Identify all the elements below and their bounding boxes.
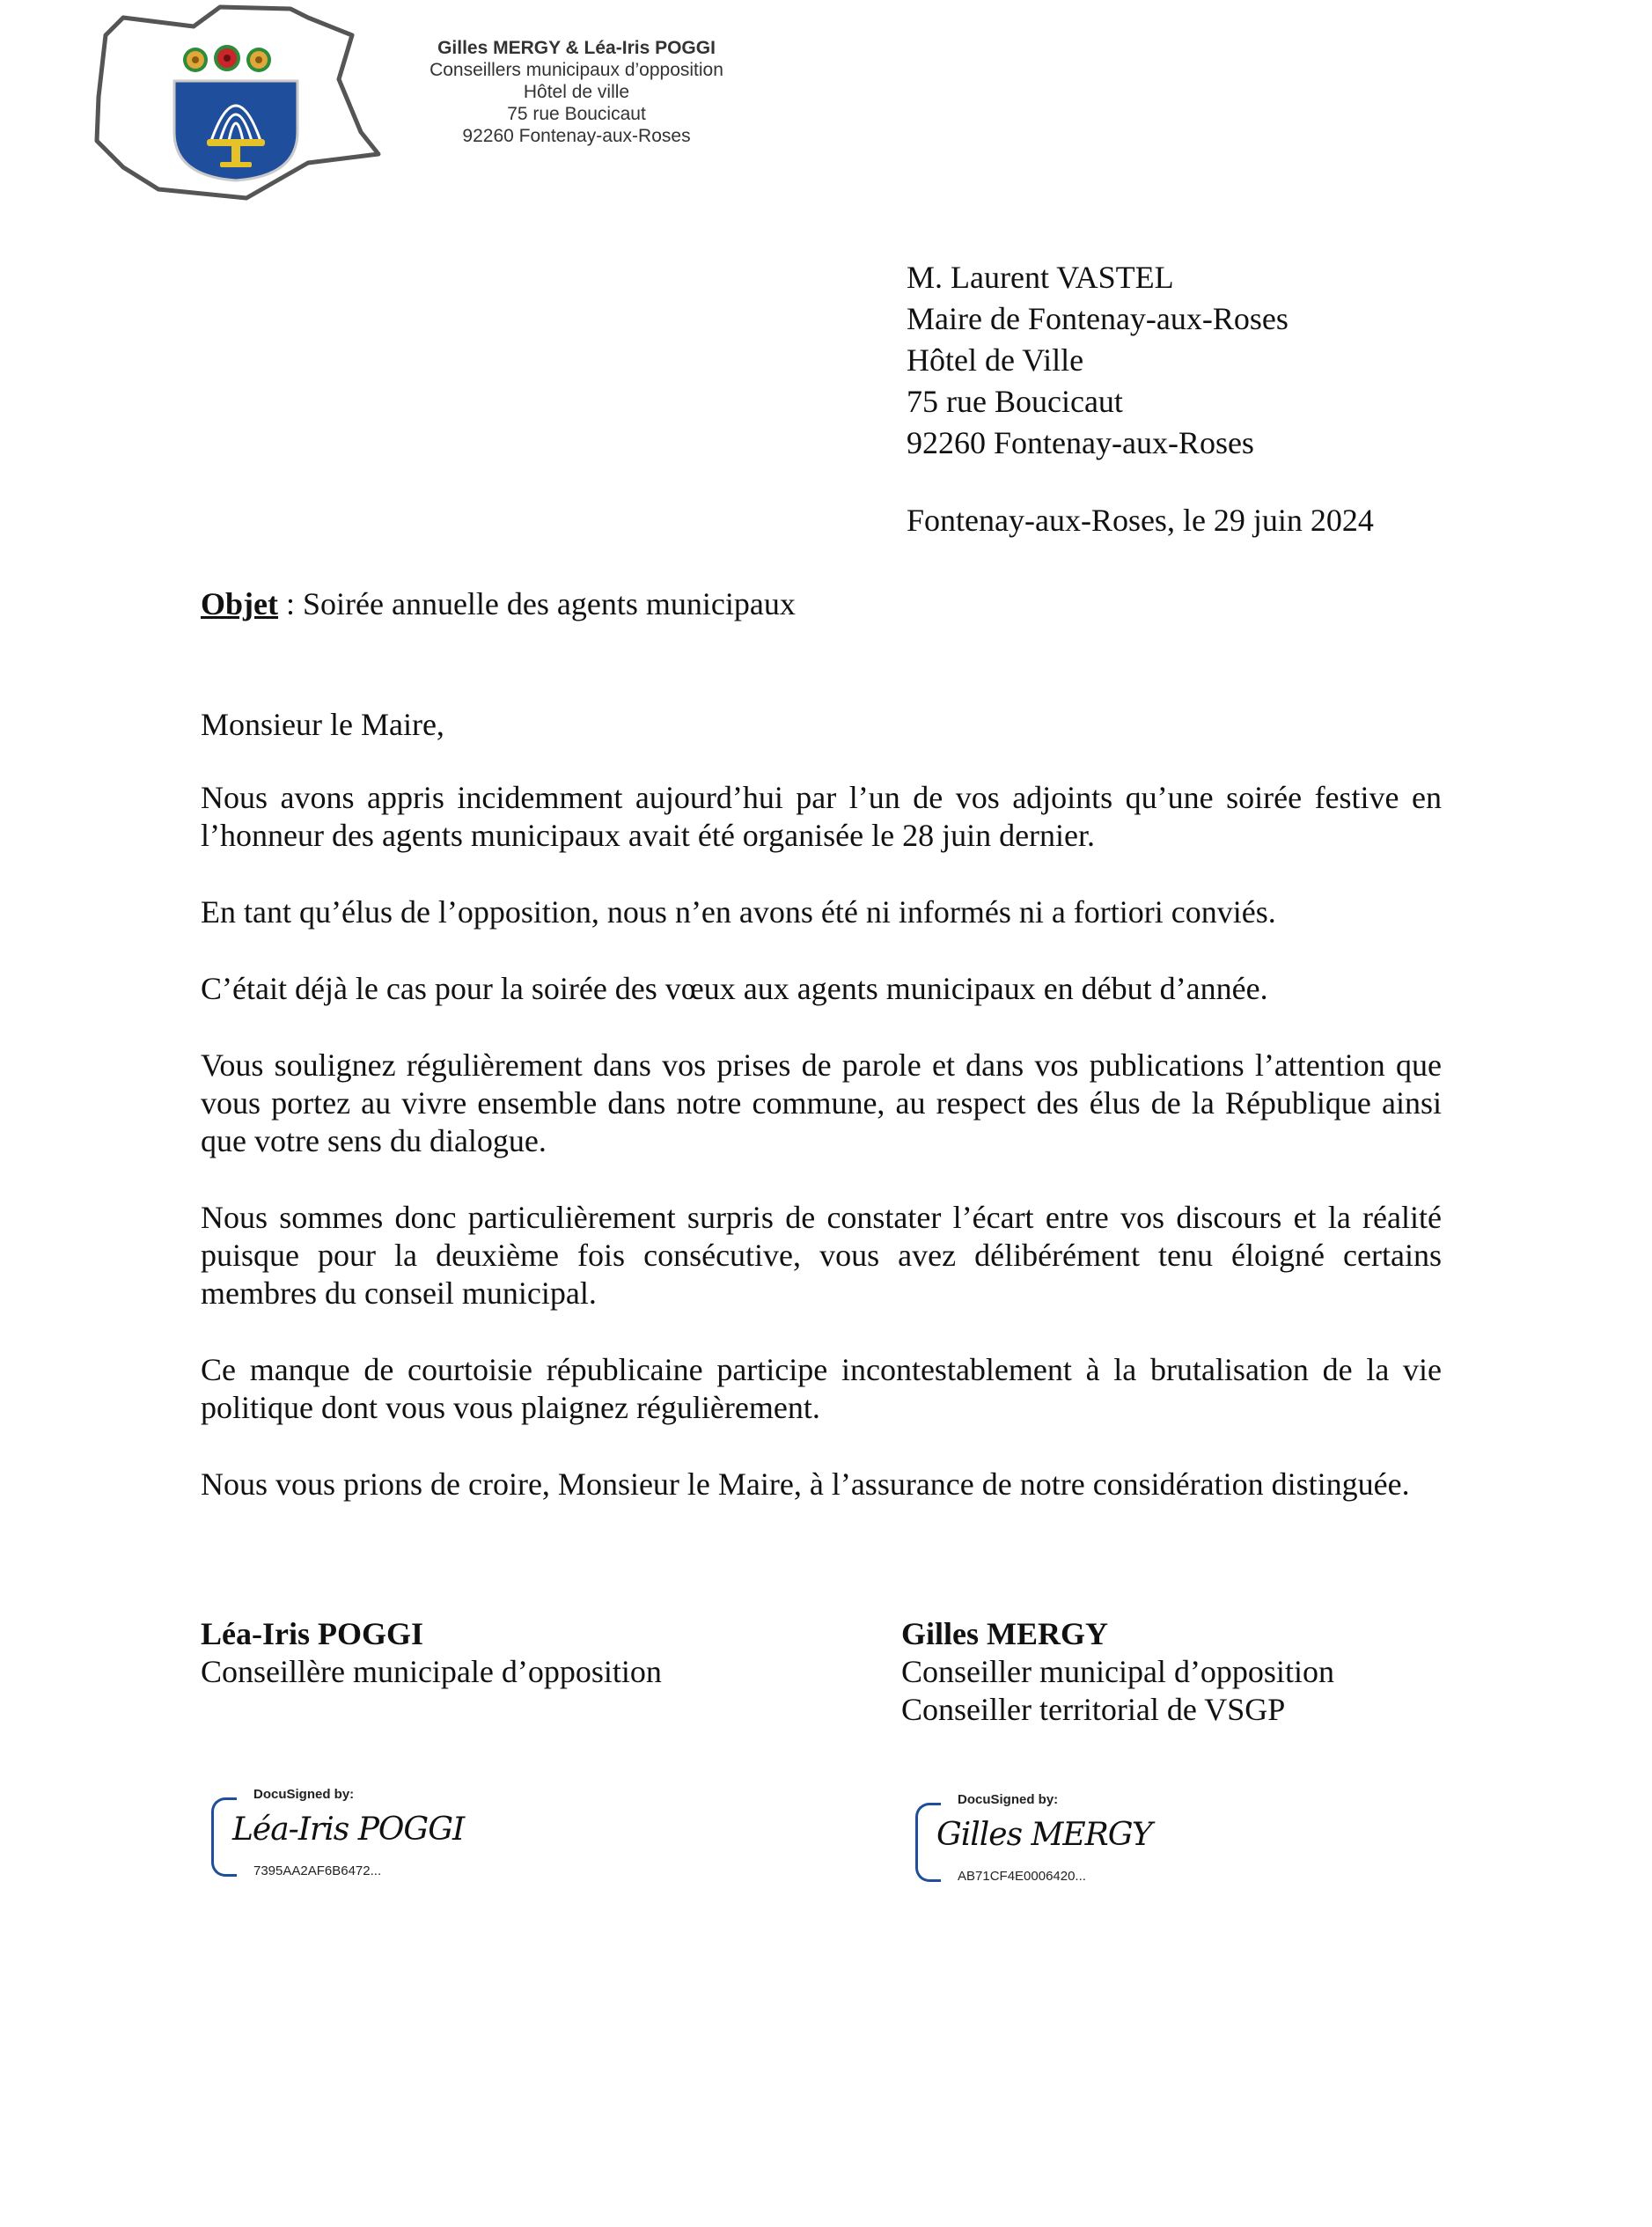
signer-name: Gilles MERGY	[901, 1616, 1108, 1651]
subject-separator: :	[277, 586, 303, 621]
signer-role: Conseillère municipale d’opposition	[201, 1654, 662, 1689]
subject-line	[201, 584, 796, 625]
docusign-id: AB71CF4E0006420...	[958, 1869, 1086, 1884]
letterhead-names: Gilles MERGY & Léa-Iris POGGI	[437, 38, 716, 58]
subject-label: Objet	[201, 586, 278, 621]
signer-block-left	[201, 1615, 662, 1691]
letterhead-city: 92260 Fontenay-aux-Roses	[462, 126, 691, 146]
docusign-label: DocuSigned by:	[958, 1792, 1059, 1807]
signer-block-right	[901, 1615, 1334, 1729]
letterhead-address	[414, 37, 739, 147]
recipient-name: M. Laurent VASTEL	[907, 260, 1174, 295]
letterhead-building: Hôtel de ville	[523, 82, 630, 102]
city-coat-of-arms-logo	[88, 0, 405, 211]
body-paragraph: Nous sommes donc particulièrement surpris de constater l’écart entre vos discours et la réalité puisque pour la deuxième fois consécutive, vous avez délibérément tenu éloigné certains membres du conseil municipal.	[201, 1200, 1442, 1311]
signer-role-secondary: Conseiller territorial de VSGP	[901, 1692, 1286, 1727]
body-paragraph: Nous avons appris incidemment aujourd’hui par l’un de vos adjoints qu’une soirée festive en l’honneur des agents municipaux avait été organisée le 28 juin dernier.	[201, 780, 1442, 853]
body-paragraph: Ce manque de courtoisie républicaine participe incontestablement à la brutalisation de la vie politique dont vous vous plaignez régulièrement.	[201, 1352, 1442, 1425]
closing-paragraph: Nous vous prions de croire, Monsieur le Maire, à l’assurance de notre considération distinguée.	[201, 1466, 1410, 1502]
subject-text: Soirée annuelle des agents municipaux	[303, 586, 796, 621]
letter-body	[201, 779, 1442, 1542]
docusign-id: 7395AA2AF6B6472...	[253, 1863, 382, 1878]
rose-icon-left	[183, 48, 208, 72]
body-paragraph: Vous soulignez régulièrement dans vos prises de parole et dans vos publications l’attention que vous portez au vivre ensemble dans notre commune, au respect des élus de la République ainsi que votre sens du dialogue.	[201, 1047, 1442, 1158]
letterhead-street: 75 rue Boucicaut	[507, 104, 646, 124]
rose-icon-center	[214, 45, 240, 71]
recipient-address	[907, 257, 1289, 464]
signer-name: Léa-Iris POGGI	[201, 1616, 423, 1651]
handwritten-signature: Léa-Iris POGGI	[232, 1812, 465, 1848]
docusign-label: DocuSigned by:	[253, 1787, 355, 1802]
recipient-title: Maire de Fontenay-aux-Roses	[907, 301, 1289, 336]
date-line: Fontenay-aux-Roses, le 29 juin 2024	[907, 503, 1374, 538]
handwritten-signature: Gilles MERGY	[936, 1817, 1152, 1853]
recipient-building: Hôtel de Ville	[907, 342, 1084, 378]
body-paragraph: En tant qu’élus de l’opposition, nous n’en avons été ni informés ni a fortiori conviés.	[201, 894, 1276, 930]
rose-icon-right	[246, 48, 271, 72]
signer-role: Conseiller municipal d’opposition	[901, 1654, 1334, 1689]
recipient-city: 92260 Fontenay-aux-Roses	[907, 425, 1254, 460]
letterhead-role: Conseillers municipaux d’opposition	[430, 60, 723, 80]
docusign-signature-left	[211, 1787, 475, 1884]
docusign-signature-right	[915, 1792, 1179, 1889]
recipient-street: 75 rue Boucicaut	[907, 384, 1123, 419]
salutation: Monsieur le Maire,	[201, 707, 444, 742]
body-paragraph: C’était déjà le cas pour la soirée des vœux aux agents municipaux en début d’année.	[201, 971, 1268, 1006]
